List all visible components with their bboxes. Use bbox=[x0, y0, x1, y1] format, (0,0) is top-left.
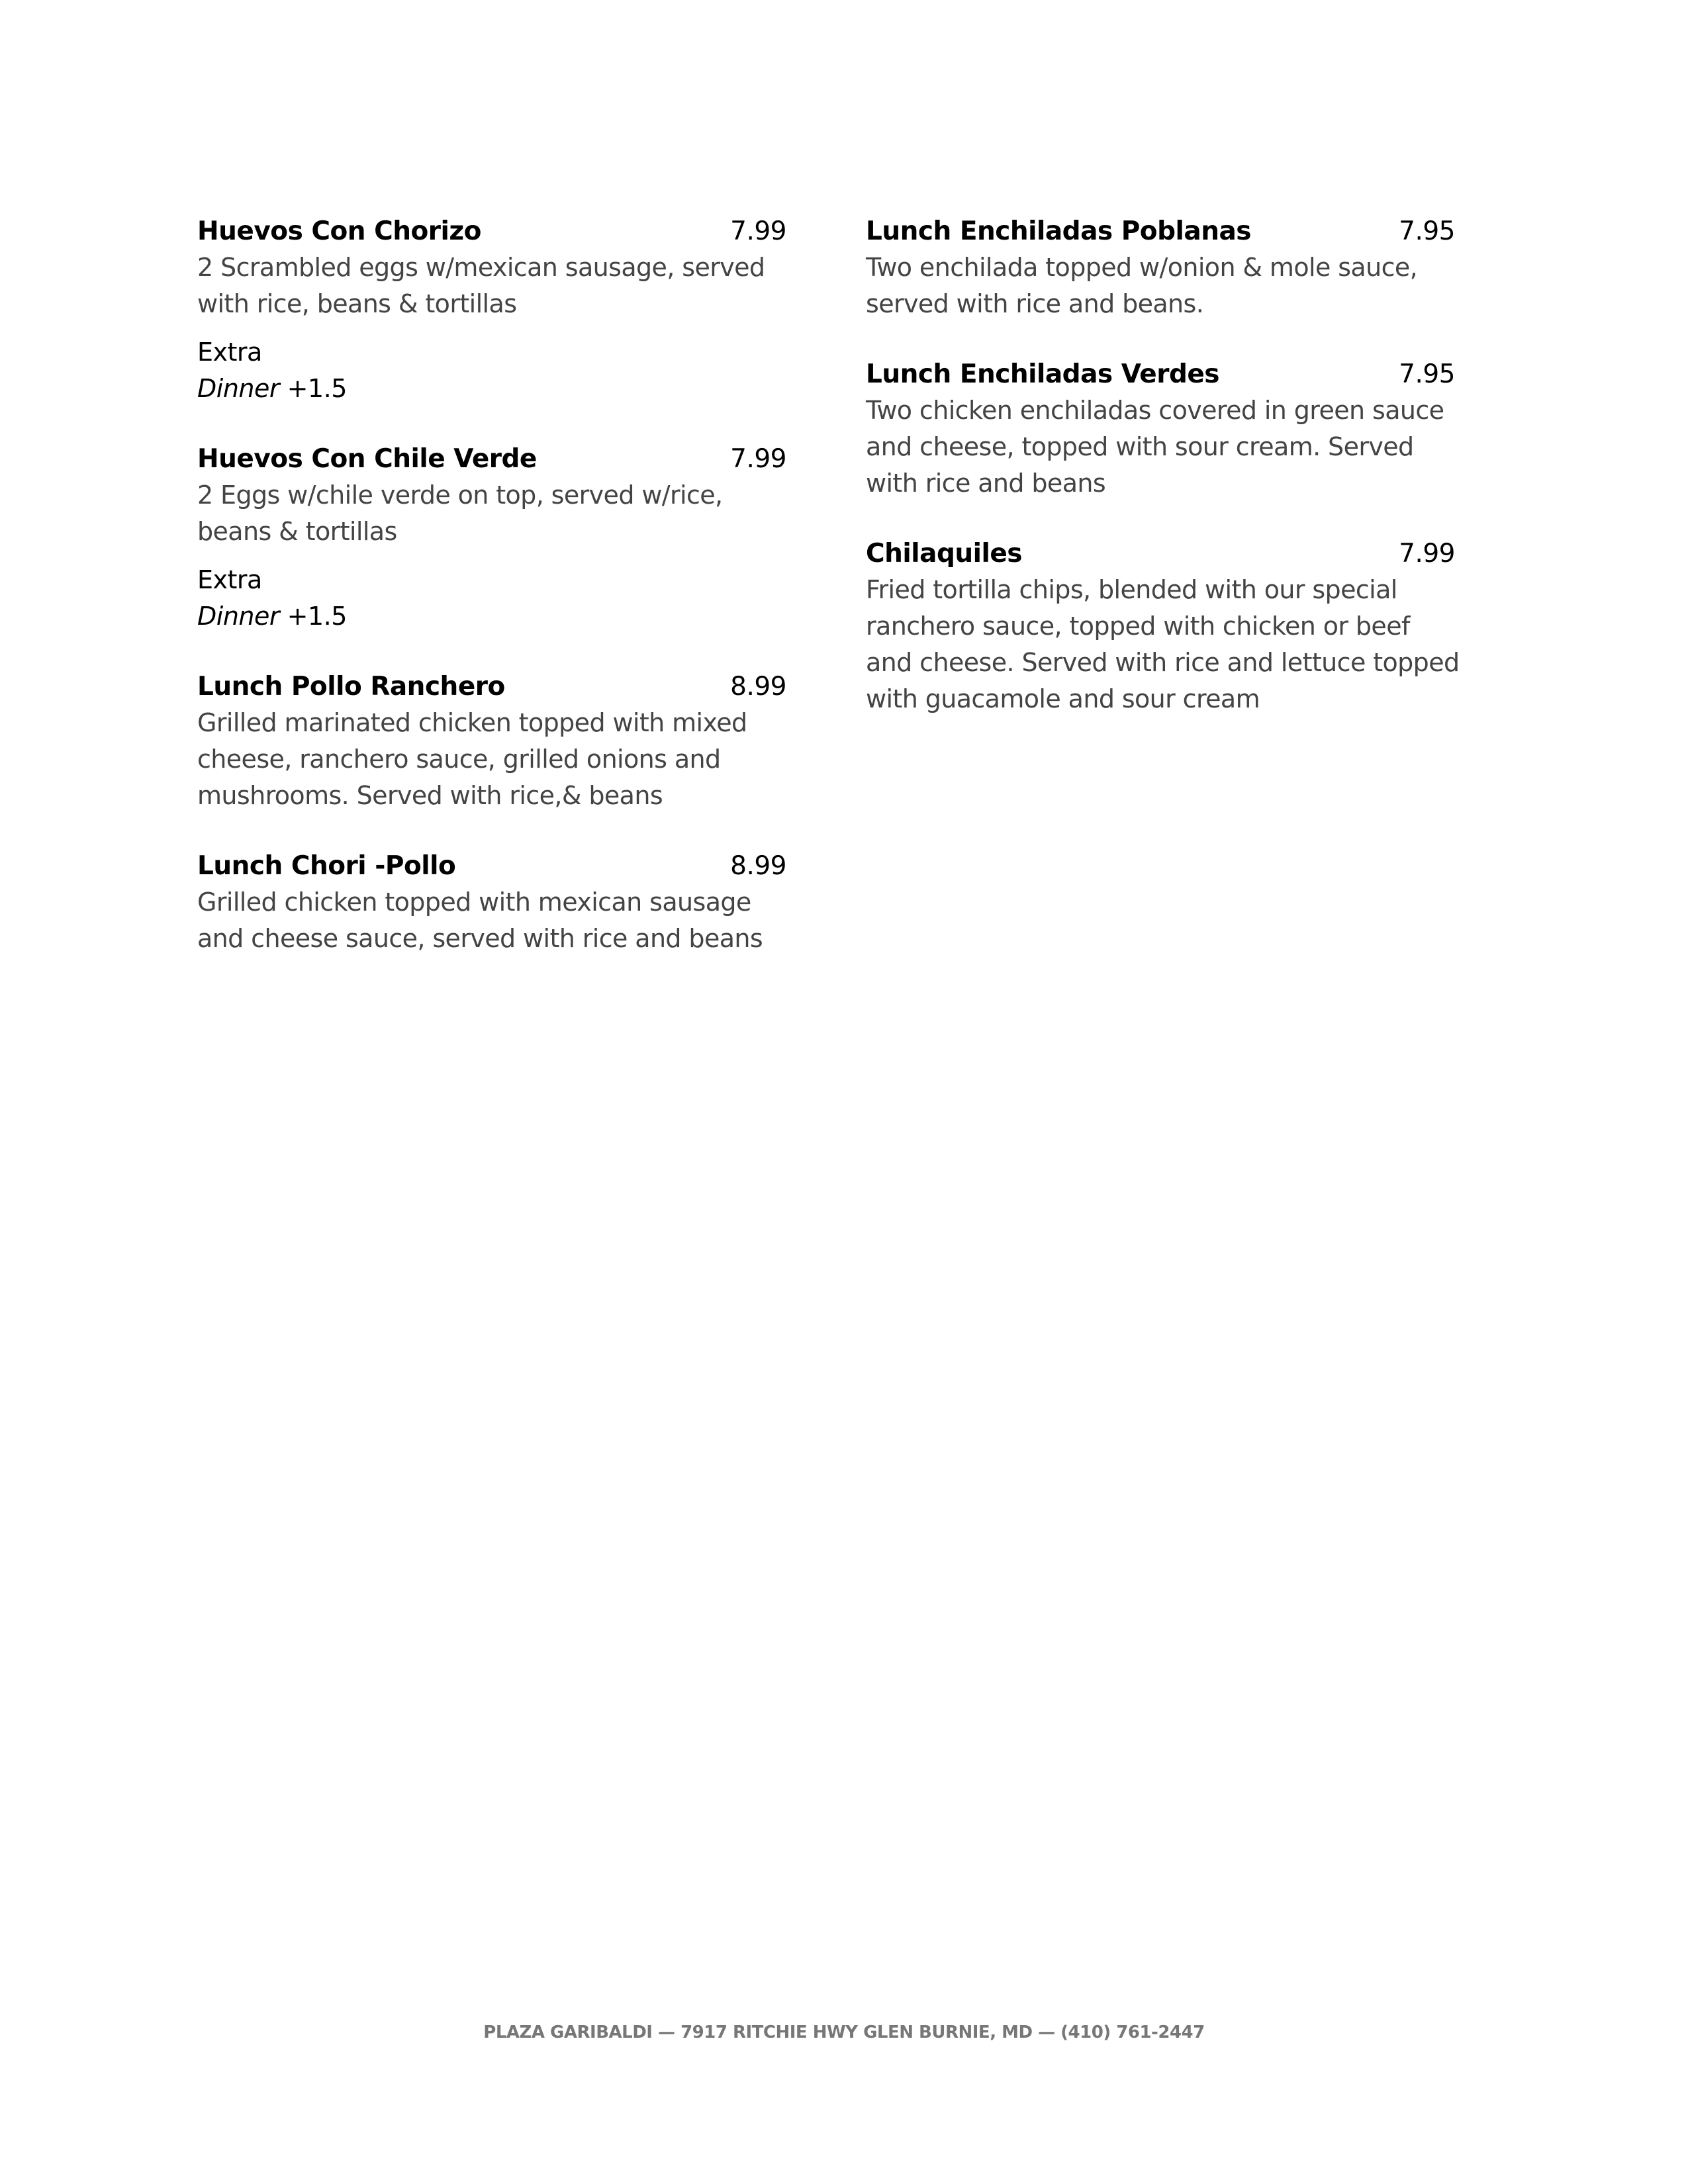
menu-column-right bbox=[866, 213, 1460, 751]
menu-item bbox=[866, 213, 1455, 322]
menu-item-description bbox=[866, 572, 1460, 717]
menu-item-price: 8.99 bbox=[730, 672, 786, 702]
menu-item-price: 7.95 bbox=[1399, 216, 1455, 246]
menu-item bbox=[866, 356, 1455, 502]
menu-item-header bbox=[866, 535, 1455, 572]
description-line: beans & tortillas bbox=[197, 517, 397, 546]
description-line: Grilled chicken topped with mexican sausage bbox=[197, 887, 751, 917]
description-line: 2 Eggs w/chile verde on top, served w/rice, bbox=[197, 480, 723, 510]
menu-item bbox=[197, 848, 786, 957]
extra-price: +1.5 bbox=[287, 374, 347, 403]
description-line: and cheese sauce, served with rice and beans bbox=[197, 924, 763, 953]
menu-item-price: 7.99 bbox=[730, 444, 786, 474]
menu-item-description bbox=[197, 705, 786, 814]
menu-column-left bbox=[197, 213, 786, 991]
extra-price: +1.5 bbox=[287, 602, 347, 631]
menu-item-header bbox=[197, 441, 786, 477]
description-line: Two enchilada topped w/onion & mole sauce, bbox=[866, 253, 1418, 282]
extras-label: Extra bbox=[197, 565, 262, 594]
menu-item bbox=[197, 668, 786, 814]
menu-item-title: Huevos Con Chorizo bbox=[197, 216, 481, 246]
footer-address: PLAZA GARIBALDI — 7917 RITCHIE HWY GLEN BURNIE, MD — (410) 761-2447 bbox=[483, 2023, 1205, 2042]
description-line: served with rice and beans. bbox=[866, 289, 1204, 318]
menu-item-header bbox=[197, 848, 786, 884]
menu-item-extras bbox=[197, 562, 786, 635]
menu-item-description bbox=[197, 477, 786, 550]
menu-item-description bbox=[197, 884, 786, 957]
description-line: Fried tortilla chips, blended with our special bbox=[866, 575, 1397, 604]
menu-item-title: Lunch Chori -Pollo bbox=[197, 851, 456, 881]
description-line: with rice, beans & tortillas bbox=[197, 289, 517, 318]
description-line: and cheese. Served with rice and lettuce topped bbox=[866, 648, 1460, 677]
extra-option bbox=[197, 371, 786, 407]
menu-item-title: Lunch Enchiladas Verdes bbox=[866, 359, 1220, 389]
description-line: 2 Scrambled eggs w/mexican sausage, served bbox=[197, 253, 765, 282]
extra-option bbox=[197, 598, 786, 635]
menu-item-description bbox=[866, 392, 1455, 502]
menu-item-title: Chilaquiles bbox=[866, 539, 1023, 569]
description-line: with guacamole and sour cream bbox=[866, 684, 1260, 713]
description-line: Grilled marinated chicken topped with mixed bbox=[197, 708, 747, 737]
menu-item-header bbox=[866, 213, 1455, 250]
extra-name: Dinner bbox=[197, 374, 279, 403]
menu-item-price: 7.99 bbox=[730, 216, 786, 246]
menu-item-description bbox=[197, 250, 786, 322]
menu-item-header bbox=[866, 356, 1455, 392]
menu-item-header bbox=[197, 668, 786, 705]
extras-label: Extra bbox=[197, 338, 262, 367]
extra-name: Dinner bbox=[197, 602, 279, 631]
menu-item-title: Lunch Pollo Ranchero bbox=[197, 672, 505, 702]
menu-item-title: Huevos Con Chile Verde bbox=[197, 444, 537, 474]
menu-item bbox=[866, 535, 1460, 717]
menu-item-price: 8.99 bbox=[730, 851, 786, 881]
description-line: cheese, ranchero sauce, grilled onions and bbox=[197, 745, 721, 774]
menu-item-price: 7.99 bbox=[1399, 539, 1455, 569]
menu-item-extras bbox=[197, 334, 786, 407]
menu-item bbox=[197, 213, 786, 407]
description-line: with rice and beans bbox=[866, 469, 1106, 498]
menu-item bbox=[197, 441, 786, 635]
description-line: mushrooms. Served with rice,& beans bbox=[197, 781, 663, 810]
description-line: and cheese, topped with sour cream. Served bbox=[866, 432, 1414, 461]
menu-item-title: Lunch Enchiladas Poblanas bbox=[866, 216, 1251, 246]
menu-item-price: 7.95 bbox=[1399, 359, 1455, 389]
menu-item-header bbox=[197, 213, 786, 250]
menu-item-description bbox=[866, 250, 1455, 322]
description-line: ranchero sauce, topped with chicken or beef bbox=[866, 612, 1410, 641]
description-line: Two chicken enchiladas covered in green sauce bbox=[866, 396, 1444, 425]
